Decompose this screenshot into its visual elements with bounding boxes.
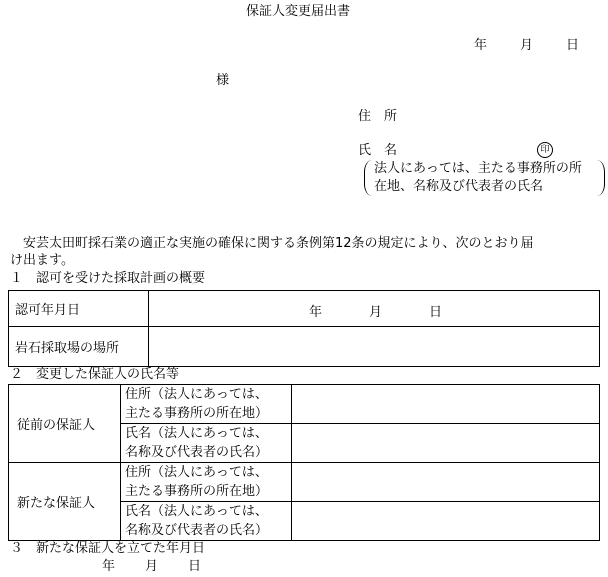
body-text-line1: 安芸太田町採石業の適正な実施の確保に関する条例第12条の規定により、次のとおり届	[10, 236, 534, 251]
permit-year: 年	[309, 305, 323, 320]
new-address-line2: 主たる事務所の所在地）	[125, 484, 269, 499]
date-month: 月	[520, 38, 534, 53]
permit-table	[8, 290, 600, 367]
footer-year: 年	[102, 559, 116, 574]
prev-address-row	[9, 385, 600, 424]
new-address-label	[121, 463, 292, 502]
prev-name-line2: 名称及び代表者の氏名）	[125, 445, 269, 460]
quarry-location-value	[149, 327, 600, 367]
prev-address-label	[121, 385, 292, 424]
new-guarantor-label: 新たな保証人	[9, 463, 121, 541]
permit-date-label: 認可年月日	[9, 291, 149, 327]
section3-heading: ３ 新たな保証人を立てた年月日	[10, 541, 206, 556]
left-bracket	[364, 160, 373, 196]
name-label: 氏 名	[358, 143, 398, 158]
new-name-line2: 名称及び代表者の氏名）	[125, 523, 269, 538]
prev-name-value	[292, 424, 600, 463]
prev-address-line2: 主たる事務所の所在地）	[125, 406, 269, 421]
prev-name-line1: 氏名（法人にあっては、	[125, 426, 268, 441]
section1-heading: １ 認可を受けた採取計画の概要	[10, 271, 206, 286]
permit-date-row	[9, 291, 600, 327]
new-name-value	[292, 502, 600, 541]
permit-date-value	[149, 291, 600, 327]
seal-mark: 印	[537, 142, 553, 158]
quarry-location-row	[9, 327, 600, 367]
date-day: 日	[566, 38, 580, 53]
new-address-value	[292, 463, 600, 502]
new-name-label	[121, 502, 292, 541]
prev-name-label	[121, 424, 292, 463]
footer-day: 日	[188, 559, 202, 574]
corp-note-line2: 在地、名称及び代表者の氏名	[374, 179, 544, 194]
section2-heading: ２ 変更した保証人の氏名等	[10, 367, 180, 382]
guarantor-table	[8, 384, 600, 541]
corp-note-line1: 法人にあっては、主たる事務所の所	[374, 161, 582, 176]
page-title: 保証人変更届出書	[246, 4, 351, 19]
footer-month: 月	[145, 559, 159, 574]
right-bracket	[596, 160, 605, 196]
date-year: 年	[474, 38, 488, 53]
prev-address-line1: 住所（法人にあっては、	[125, 387, 268, 402]
new-name-line1: 氏名（法人にあっては、	[125, 504, 268, 519]
address-label: 住 所	[358, 109, 398, 124]
permit-day: 日	[429, 305, 443, 320]
prev-guarantor-label: 従前の保証人	[9, 385, 121, 463]
body-text-line2: け出ます。	[10, 253, 74, 268]
new-address-row	[9, 463, 600, 502]
permit-month: 月	[369, 305, 383, 320]
new-address-line1: 住所（法人にあっては、	[125, 465, 268, 480]
quarry-location-label: 岩石採取場の場所	[9, 327, 149, 367]
addressee-suffix: 様	[216, 73, 230, 88]
prev-address-value	[292, 385, 600, 424]
